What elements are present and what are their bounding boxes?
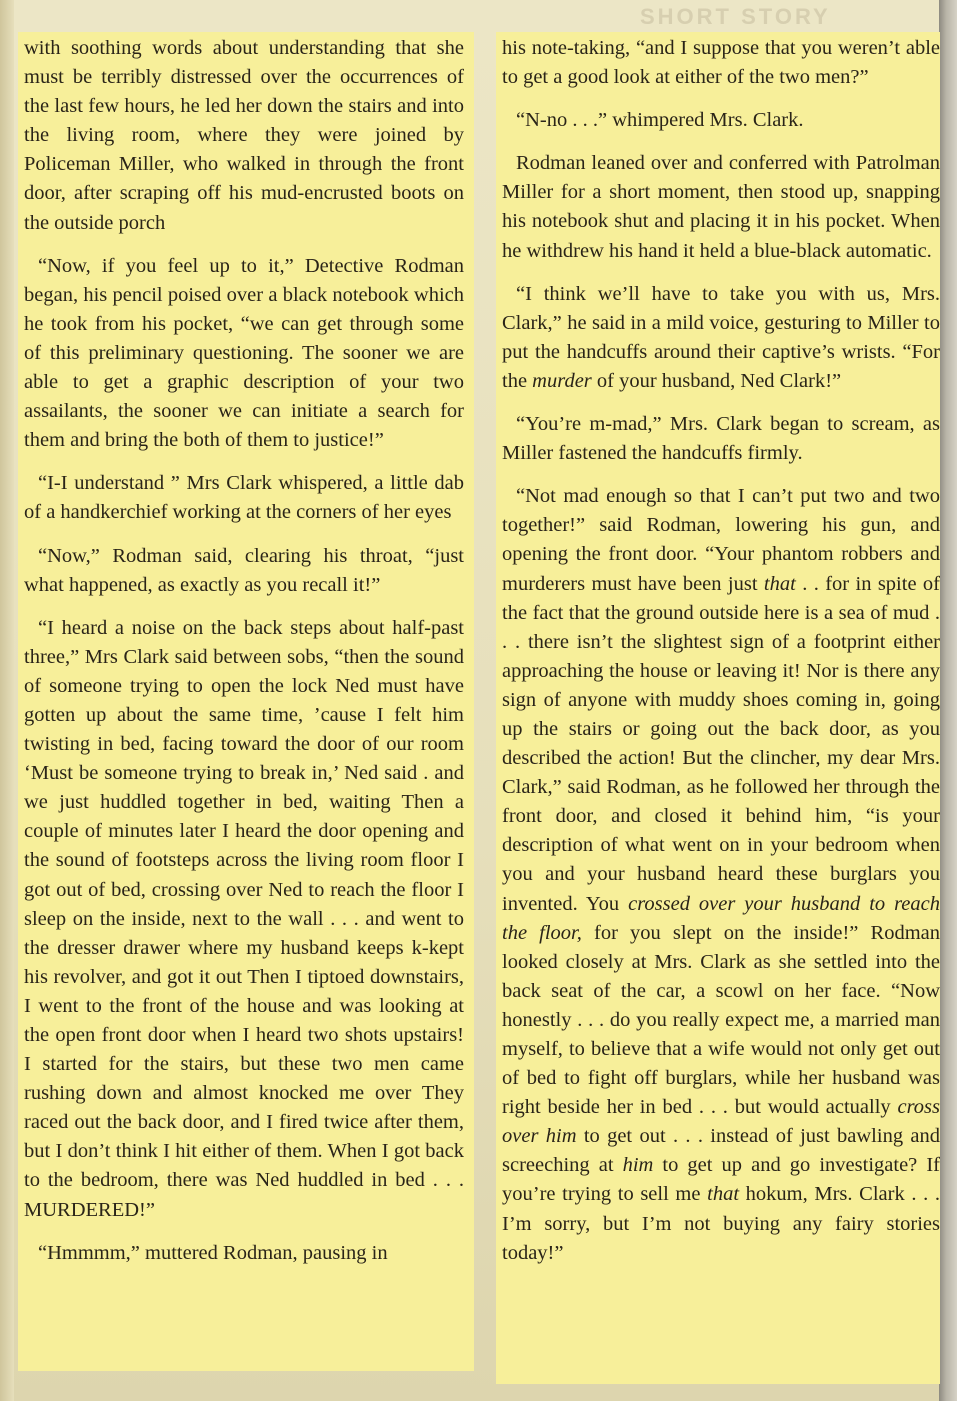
paragraph: “I heard a noise on the back steps about half-past three,” Mrs Clark said between sobs, “then the sound of someone trying to open the lock Ned must have gotten up about the same time, ’cause I felt him twisting in bed, facing toward the door of our room ‘Must be someone trying to break in,’ Ned said . and we just huddled together in bed, waiting Then a couple of minutes later I heard the door opening and the sound of footsteps across the living room floor I got out of bed, crossing over Ned to reach the floor I sleep on the inside, next to the wall . . . and went to the dresser drawer where my husband keeps k-kept his revolver, and got it out Then I tiptoed downstairs, I went to the front of the house and was looking at the open front door when I heard two shots upstairs! I started for the stairs, but these two men came rushing down and almost knocked me over They raced out the back door, and I fired twice after them, but I don’t think I hit either of them. When I got back to the bedroom, there was Ned huddled in bed . . . MURDERED!” [24,616,464,1221]
text-run: hokum, Mrs. Clark . . . I’m sorry, but I’m not buying any fairy stories today!” [502,1183,940,1264]
text-run: “I think we’ll have to take you with us, Mrs. Clark,” he said in a mild voice, gesturing to Miller to put the handcuffs around their captive’s wrists. “For the [502,282,940,392]
paragraph [502,482,940,1268]
emphasis: that [707,1183,740,1206]
emphasis: cross over him [502,1096,940,1148]
text-run: “Not mad enough so that I can’t put two and two together!” said Rodman, lowering his gun, and opening the front door. “Your phantom robbers and murderers must have been just [502,485,940,595]
page-left-edge [0,0,14,1401]
text-run: of your husband, Ned Clark!” [591,369,842,392]
right-text-column [496,32,940,1384]
paragraph: “You’re m-mad,” Mrs. Clark began to scream, as Miller fastened the handcuffs firmly. [502,413,940,465]
paragraph [502,280,940,396]
emphasis: him [622,1154,654,1177]
emphasis: murder [532,369,592,392]
bleed-through-header: SHORT STORY [640,4,831,29]
paragraph: “N-no . . .” whimpered Mrs. Clark. [516,109,804,132]
paragraph: “Hmmmm,” muttered Rodman, pausing in [38,1241,388,1264]
paragraph: “Now,” Rodman said, clearing his throat, “just what happened, as exactly as you recall it!” [24,544,464,596]
text-run: to get out . . . instead of just bawling and screeching at [502,1125,940,1177]
paragraph: Rodman leaned over and conferred with Patrolman Miller for a short moment, then stood up, snapping his notebook shut and placing it in his pocket. When he withdrew his hand it held a blue-black automatic. [502,152,940,262]
paragraph: with soothing words about understanding that she must be terribly distressed over the occurrences of the last few hours, he led her down the stairs and into the living room, where they were joined by Policeman Miller, who walked in through the front door, after scraping off his mud-encrusted boots on the outside porch [24,37,464,234]
emphasis: crossed over your husband to reach the floor, [502,892,940,944]
left-text-column [18,32,474,1371]
paragraph: his note-taking, “and I suppose that you weren’t able to get a good look at either of the two men?” [502,37,940,89]
paragraph: “I-I understand ” Mrs Clark whispered, a little dab of a handkerchief working at the corners of her eyes [24,472,464,524]
page-right-edge-shadow [939,0,957,1401]
text-run: for you slept on the inside!” Rodman looked closely at Mrs. Clark as she settled into the back seat of the car, a scowl on her face. “Now honestly . . . do you really expect me, a married man myself, to believe that a wife would not only get out of bed to fight off burglars, while her husband was right beside her in bed . . . but would actually [502,921,940,1119]
emphasis: that [763,572,796,595]
text-run: to get up and go investigate? If you’re trying to sell me [502,1154,940,1206]
paragraph: “Now, if you feel up to it,” Detective Rodman began, his pencil poised over a black notebook which he took from his pocket, “we can get through some of this preliminary questioning. The sooner we are able to get a graphic description of your two assailants, the sooner we can initiate a search for them and bring the both of them to justice!” [24,254,464,452]
text-run: . . for in spite of the fact that the ground outside here is a sea of mud . . . there isn’t the slightest sign of a footprint either approaching the house or leaving it! Nor is there any sign of anyone with muddy shoes coming in, going up the stairs or going out the back door, as you described the action! But the clincher, my dear Mrs. Clark,” said Rodman, as he followed her through the front door, and closed it behind him, “is your description of what went on in your bedroom when you and your husband heard these burglars you invented. You [502,572,940,915]
